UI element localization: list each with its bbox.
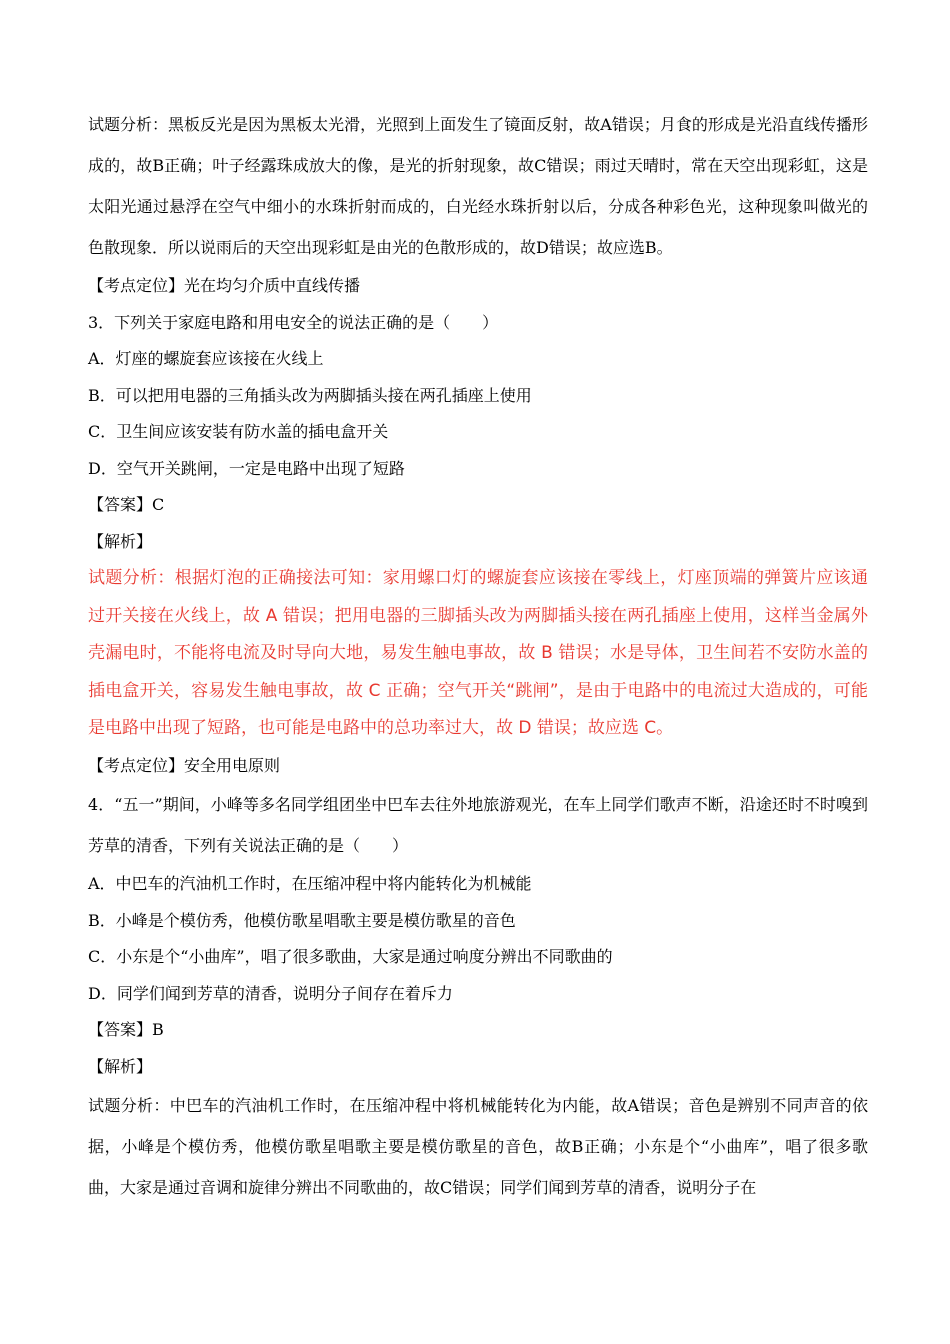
q3-jiexi-label: 【解析】: [88, 531, 153, 551]
q3-stem: 3．下列关于家庭电路和用电安全的说法正确的是（ ）: [88, 312, 499, 332]
q3-option-d: D．空气开关跳闸，一定是电路中出现了短路: [88, 458, 405, 478]
q3-option-b: B．可以把用电器的三角插头改为两脚插头接在两孔插座上使用: [88, 385, 532, 405]
q3-kaodian: 【考点定位】安全用电原则: [88, 755, 281, 775]
q4-option-d: D．同学们闻到芳草的清香，说明分子间存在着斥力: [88, 983, 453, 1003]
q3-option-c: C．卫生间应该安装有防水盖的插电盒开关: [88, 422, 389, 441]
q4-option-c: C．小东是个“小曲库”，唱了很多歌曲，大家是通过响度分辨出不同歌曲的: [88, 947, 613, 966]
q3-answer: 【答案】C: [88, 495, 165, 514]
q4-jiexi-label: 【解析】: [88, 1056, 153, 1076]
q4-stem: 4．“五一”期间，小峰等多名同学组团坐中巴车去往外地旅游观光，在车上同学们歌声不断，沿途还时不时嗅到芳草的清香，下列有关说法正确的是（ ）: [88, 795, 868, 855]
q3-option-a: A．灯座的螺旋套应该接在火线上: [88, 349, 324, 368]
q3-analysis: 试题分析：根据灯泡的正确接法可知：家用螺口灯的螺旋套应该接在零线上，灯座顶端的弹簧片应该通过开关接在火线上，故 A 错误；把用电器的三脚插头改为两脚插头接在两孔插座上使用，这样当金属外壳漏电时，不能将电流及时导向大地，易发生触电事故，故 B 错误；水是导体，卫生间若不安防水盖的插电盒开关，容易发生触电事故，故 C 正确；空气开关“跳闸”，是由于电路中的电流过大造成的，可能是电路中出现了短路，也可能是电路中的总功率过大，故 D 错误；故应选 C。: [88, 568, 868, 738]
q4-option-a: A．中巴车的汽油机工作时，在压缩冲程中将内能转化为机械能: [88, 874, 532, 893]
q4-analysis: 试题分析：中巴车的汽油机工作时，在压缩冲程中将机械能转化为内能，故A错误；音色是辨别不同声音的依据，小峰是个模仿秀，他模仿歌星唱歌主要是模仿歌星的音色，故B正确；小东是个“小曲库”，唱了很多歌曲，大家是通过音调和旋律分辨出不同歌曲的，故C错误；同学们闻到芳草的清香，说明分子在: [88, 1096, 868, 1197]
q4-answer: 【答案】B: [88, 1020, 164, 1039]
q4-option-b: B．小峰是个模仿秀，他模仿歌星唱歌主要是模仿歌星的音色: [88, 910, 516, 930]
prev-analysis-text: 试题分析：黑板反光是因为黑板太光滑，光照到上面发生了镜面反射，故A错误；月食的形成是光沿直线传播形成的，故B正确；叶子经露珠成放大的像，是光的折射现象，故C错误；雨过天晴时，常在天空出现彩虹，这是太阳光通过悬浮在空气中细小的水珠折射而成的，白光经水珠折射以后，分成各种彩色光，这种现象叫做光的色散现象．所以说雨后的天空出现彩虹是由光的色散形成的，故D错误；故应选B。: [88, 115, 868, 257]
document-page: [88, 104, 868, 1208]
prev-kaodian: 【考点定位】光在均匀介质中直线传播: [88, 276, 361, 295]
